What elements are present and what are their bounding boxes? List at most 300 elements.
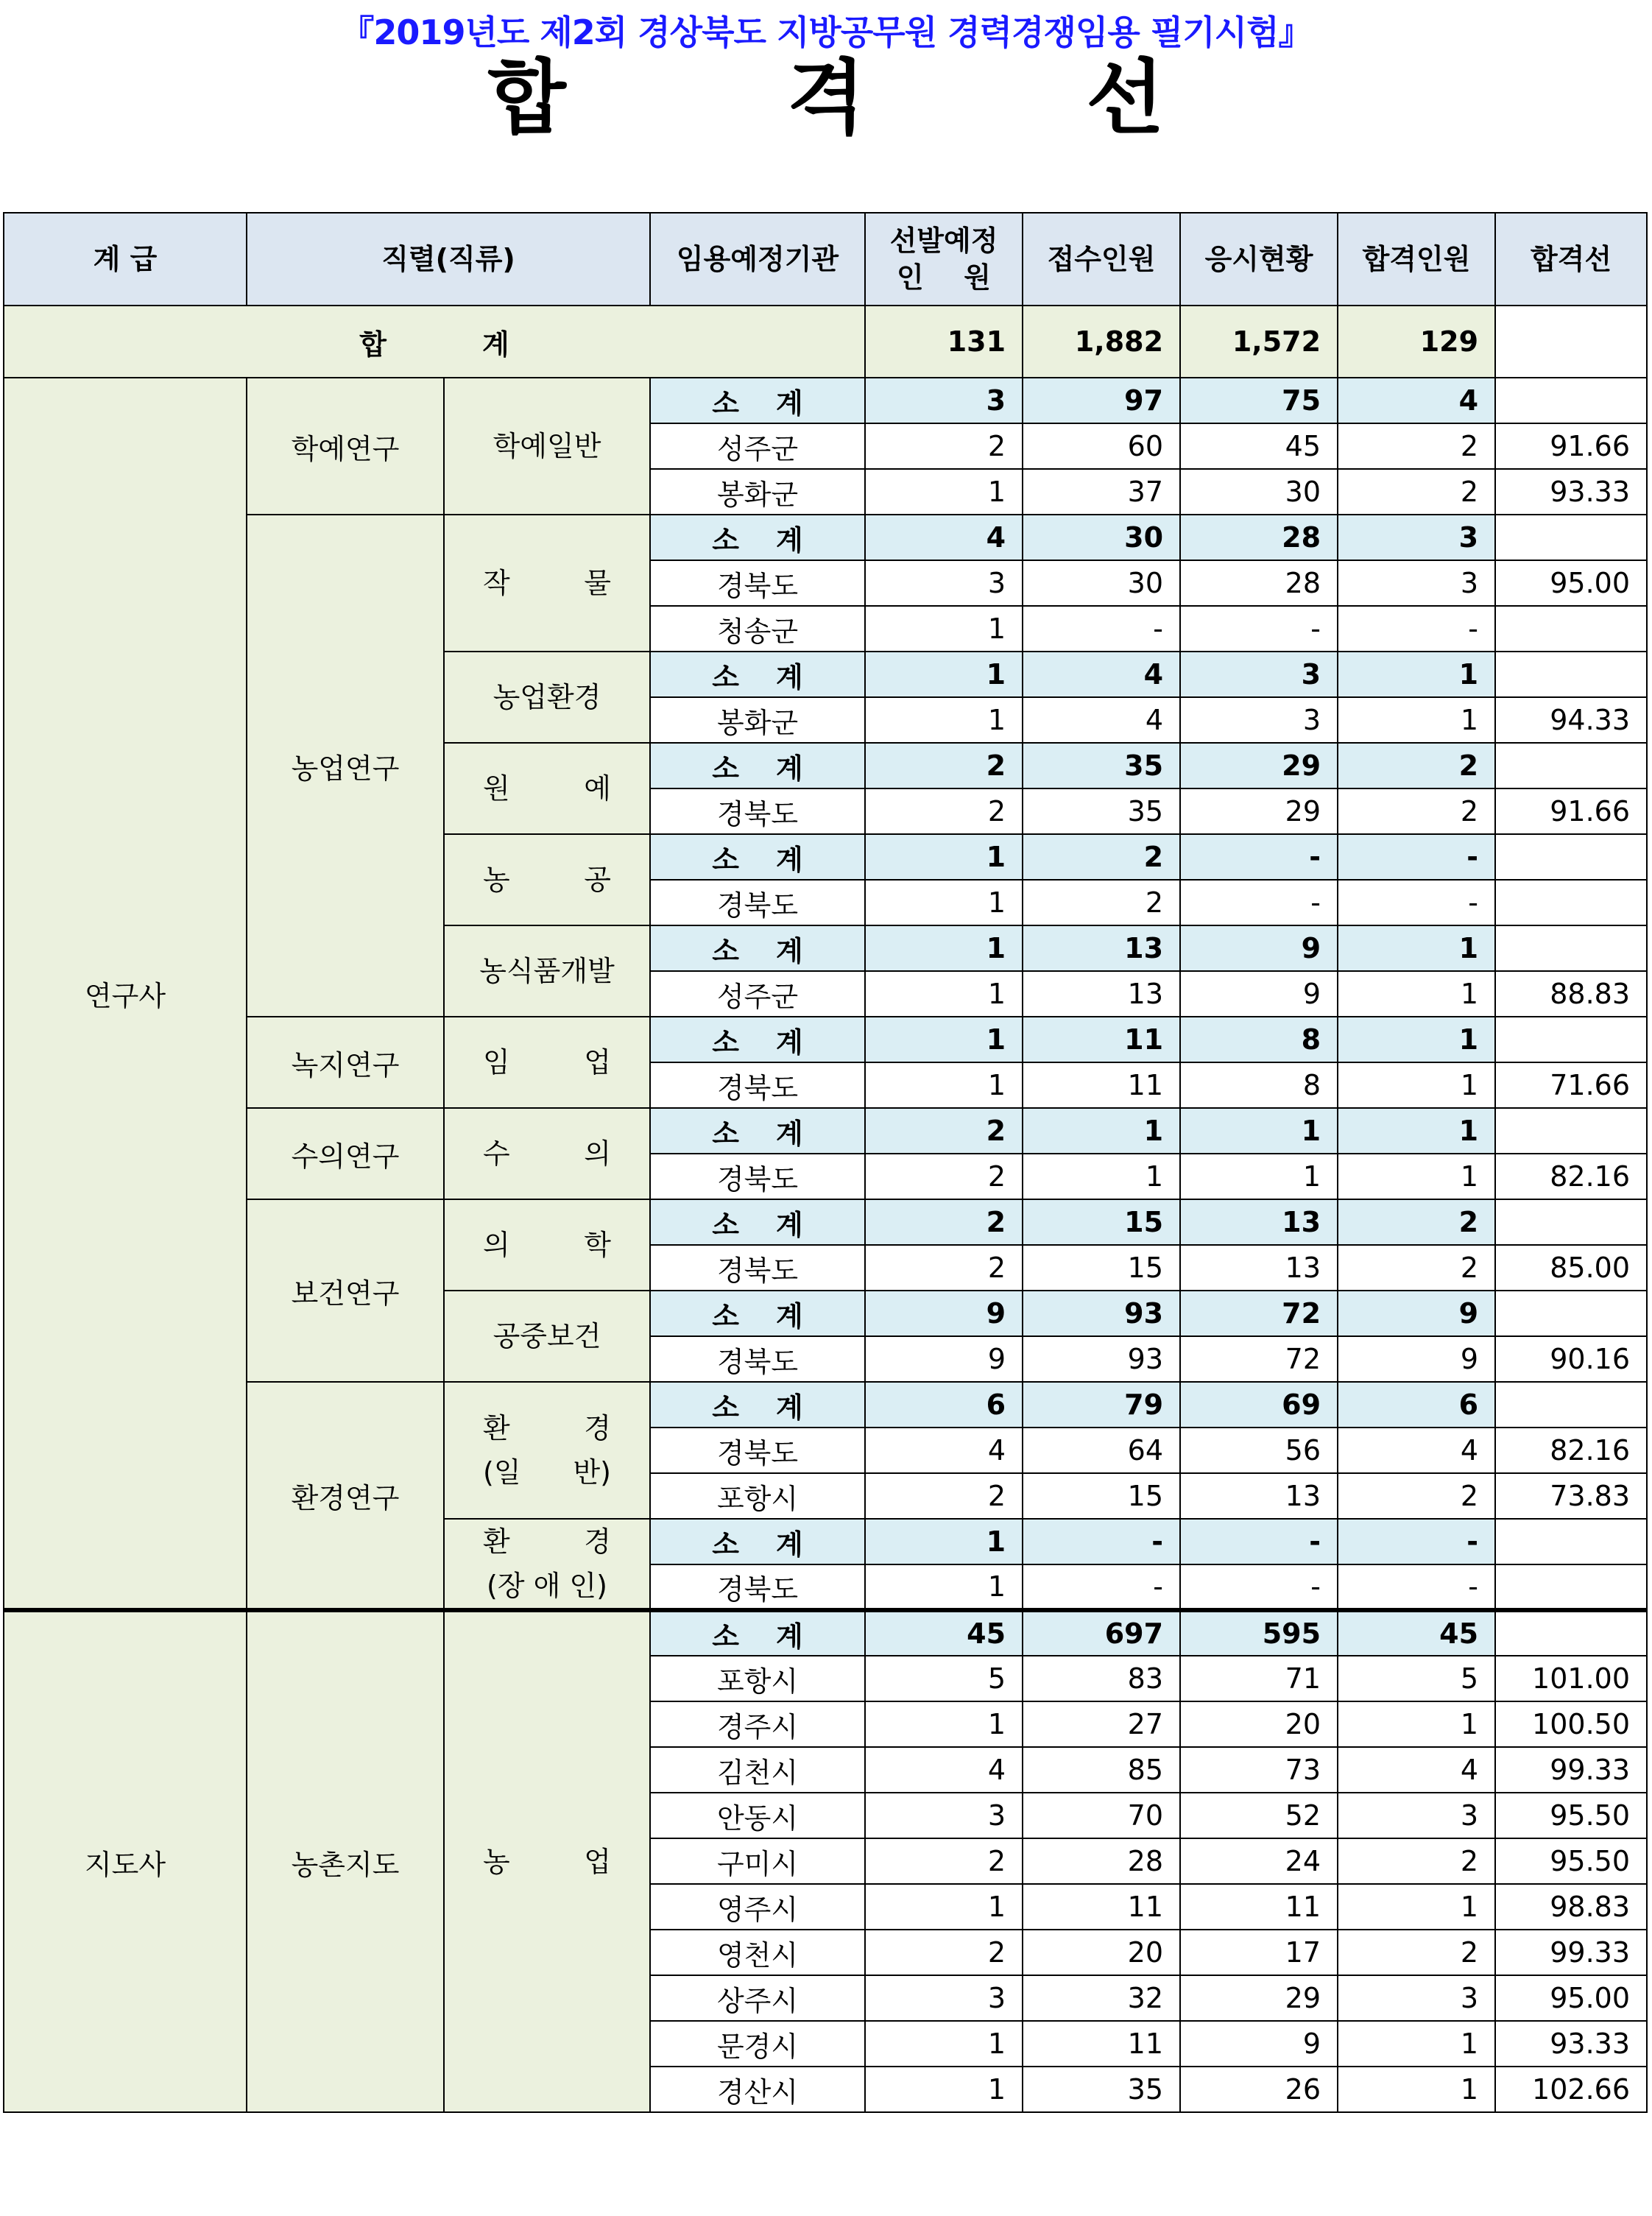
applied-cell: 83 bbox=[1023, 1656, 1180, 1701]
subtotal-label-a: 소 bbox=[712, 1391, 740, 1424]
series-label bbox=[453, 1223, 640, 1267]
series-line-1 bbox=[453, 1406, 640, 1450]
attended-cell: 11 bbox=[1180, 1884, 1338, 1930]
series-label-char-2: 의 bbox=[584, 1137, 612, 1170]
subtotal-label bbox=[650, 1199, 865, 1245]
applied-cell: 64 bbox=[1023, 1428, 1180, 1473]
header-plan-line2 bbox=[875, 259, 1013, 296]
plan-cell: 1 bbox=[865, 925, 1023, 971]
plan-cell: 2 bbox=[865, 1473, 1023, 1519]
passed-cell: 9 bbox=[1338, 1291, 1495, 1336]
passed-cell: 2 bbox=[1338, 788, 1495, 834]
agency-cell: 경북도 bbox=[650, 788, 865, 834]
page-subtitle: 『2019년도 제2회 경상북도 지방공무원 경력경쟁임용 필기시험』 bbox=[340, 13, 1312, 52]
passed-cell: 2 bbox=[1338, 423, 1495, 469]
cutoff-cell: 73.83 bbox=[1495, 1473, 1647, 1519]
group-cell: 농촌지도 bbox=[247, 1610, 444, 2112]
attended-cell: 3 bbox=[1180, 652, 1338, 697]
passed-cell: 2 bbox=[1338, 1245, 1495, 1291]
attended-cell: 13 bbox=[1180, 1245, 1338, 1291]
cutoff-cell: 88.83 bbox=[1495, 971, 1647, 1017]
subtotal-row bbox=[4, 1108, 1647, 1154]
attended-cell: 73 bbox=[1180, 1747, 1338, 1793]
passed-cell: 4 bbox=[1338, 378, 1495, 423]
plan-cell: 1 bbox=[865, 834, 1023, 880]
series-line-2-char-1: (일 bbox=[483, 1456, 521, 1489]
plan-cell: 4 bbox=[865, 1747, 1023, 1793]
attended-cell: 1 bbox=[1180, 1108, 1338, 1154]
cutoff-cell bbox=[1495, 1564, 1647, 1610]
passed-cell: - bbox=[1338, 1519, 1495, 1564]
attended-cell: 29 bbox=[1180, 788, 1338, 834]
passed-cell: 1 bbox=[1338, 652, 1495, 697]
attended-cell: 9 bbox=[1180, 971, 1338, 1017]
agency-cell: 성주군 bbox=[650, 423, 865, 469]
header-applied: 접수인원 bbox=[1023, 213, 1180, 306]
page-title bbox=[0, 50, 1652, 146]
attended-cell: 8 bbox=[1180, 1062, 1338, 1108]
applied-cell: 37 bbox=[1023, 469, 1180, 515]
header-passed: 합격인원 bbox=[1338, 213, 1495, 306]
cutoff-cell bbox=[1495, 834, 1647, 880]
cutoff-cell bbox=[1495, 606, 1647, 652]
plan-cell: 3 bbox=[865, 1793, 1023, 1838]
grand-total-label-a: 합 bbox=[359, 328, 386, 361]
series-label bbox=[453, 561, 640, 605]
subtotal-label-a: 소 bbox=[712, 934, 740, 967]
passed-cell: 1 bbox=[1338, 697, 1495, 743]
subtotal-label-a: 소 bbox=[712, 1026, 740, 1059]
passed-cell: 4 bbox=[1338, 1428, 1495, 1473]
agency-cell: 경주시 bbox=[650, 1701, 865, 1747]
cutoff-cell: 99.33 bbox=[1495, 1930, 1647, 1975]
plan-cell: 1 bbox=[865, 1062, 1023, 1108]
agency-cell: 봉화군 bbox=[650, 697, 865, 743]
cutoff-cell bbox=[1495, 1017, 1647, 1062]
plan-cell: 4 bbox=[865, 515, 1023, 560]
passed-cell: 3 bbox=[1338, 1975, 1495, 2021]
applied-cell: 11 bbox=[1023, 1884, 1180, 1930]
grade-cell: 지도사 bbox=[4, 1610, 247, 2112]
agency-cell: 경북도 bbox=[650, 1336, 865, 1382]
passed-cell: 2 bbox=[1338, 1473, 1495, 1519]
attended-cell: - bbox=[1180, 606, 1338, 652]
subtotal-label-b: 계 bbox=[776, 523, 803, 557]
passed-cell: - bbox=[1338, 880, 1495, 925]
attended-cell: - bbox=[1180, 834, 1338, 880]
passed-cell: 2 bbox=[1338, 469, 1495, 515]
applied-cell: - bbox=[1023, 606, 1180, 652]
subtotal-label bbox=[650, 743, 865, 788]
cutoff-cell bbox=[1495, 1519, 1647, 1564]
passed-cell: 1 bbox=[1338, 1154, 1495, 1199]
passed-cell: - bbox=[1338, 606, 1495, 652]
subtotal-label-a: 소 bbox=[712, 1528, 740, 1561]
applied-cell: 11 bbox=[1023, 2021, 1180, 2067]
attended-cell: 3 bbox=[1180, 697, 1338, 743]
attended-cell: 17 bbox=[1180, 1930, 1338, 1975]
passed-cell: - bbox=[1338, 834, 1495, 880]
grand-total-row bbox=[4, 306, 1647, 378]
applied-cell: 30 bbox=[1023, 560, 1180, 606]
subtotal-label-a: 소 bbox=[712, 523, 740, 557]
passed-cell: 45 bbox=[1338, 1610, 1495, 1656]
series-line-2: (장 애 인) bbox=[487, 1570, 607, 1602]
cutoff-cell bbox=[1495, 1108, 1647, 1154]
cutoff-cell: 90.16 bbox=[1495, 1336, 1647, 1382]
attended-cell: 75 bbox=[1180, 378, 1338, 423]
subtotal-label-b: 계 bbox=[776, 1299, 803, 1333]
subtotal-label bbox=[650, 1017, 865, 1062]
applied-cell: - bbox=[1023, 1564, 1180, 1610]
applied-cell: 11 bbox=[1023, 1017, 1180, 1062]
agency-cell: 문경시 bbox=[650, 2021, 865, 2067]
cutoff-cell: 82.16 bbox=[1495, 1428, 1647, 1473]
agency-cell: 경산시 bbox=[650, 2067, 865, 2112]
plan-cell: 1 bbox=[865, 652, 1023, 697]
agency-cell: 포항시 bbox=[650, 1656, 865, 1701]
plan-cell: 3 bbox=[865, 560, 1023, 606]
series-label-char-2: 업 bbox=[584, 1846, 612, 1878]
cutoff-cell bbox=[1495, 880, 1647, 925]
plan-cell: 1 bbox=[865, 1884, 1023, 1930]
applied-cell: 15 bbox=[1023, 1245, 1180, 1291]
passed-cell: 6 bbox=[1338, 1382, 1495, 1428]
cutoff-cell bbox=[1495, 743, 1647, 788]
plan-cell: 1 bbox=[865, 2021, 1023, 2067]
passed-cell: 2 bbox=[1338, 743, 1495, 788]
attended-cell: 595 bbox=[1180, 1610, 1338, 1656]
subtotal-label-a: 소 bbox=[712, 1208, 740, 1241]
subtotal-label-b: 계 bbox=[776, 752, 803, 785]
title-char-1: 합 bbox=[487, 51, 566, 145]
series-cell bbox=[444, 925, 650, 1017]
series-cell bbox=[444, 515, 650, 652]
attended-cell: 28 bbox=[1180, 515, 1338, 560]
plan-cell: 6 bbox=[865, 1382, 1023, 1428]
plan-cell: 9 bbox=[865, 1336, 1023, 1382]
series-cell bbox=[444, 1382, 650, 1519]
cutoff-cell bbox=[1495, 652, 1647, 697]
attended-cell: - bbox=[1180, 880, 1338, 925]
subtotal-row bbox=[4, 1610, 1647, 1656]
group-cell: 농업연구 bbox=[247, 515, 444, 1017]
subtotal-label-b: 계 bbox=[776, 660, 803, 694]
header-series: 직렬(직류) bbox=[247, 213, 650, 306]
passed-cell: 1 bbox=[1338, 925, 1495, 971]
passed-cell: 5 bbox=[1338, 1656, 1495, 1701]
series-cell bbox=[444, 834, 650, 925]
agency-cell: 경북도 bbox=[650, 1154, 865, 1199]
cutoff-cell: 95.00 bbox=[1495, 1975, 1647, 2021]
subtotal-label-a: 소 bbox=[712, 1117, 740, 1150]
series-label-char-1: 작 bbox=[483, 567, 510, 599]
cutoff-cell: 100.50 bbox=[1495, 1701, 1647, 1747]
header-plan-line1: 선발예정 bbox=[889, 225, 998, 257]
applied-cell: 4 bbox=[1023, 652, 1180, 697]
applied-cell: 93 bbox=[1023, 1291, 1180, 1336]
series-label: 농식품개발 bbox=[479, 955, 615, 987]
attended-cell: 28 bbox=[1180, 560, 1338, 606]
grand-total-applied: 1,882 bbox=[1023, 306, 1180, 378]
series-label bbox=[453, 1040, 640, 1084]
cutoff-cell: 95.50 bbox=[1495, 1793, 1647, 1838]
group-cell: 수의연구 bbox=[247, 1108, 444, 1199]
subtotal-label-b: 계 bbox=[776, 1528, 803, 1561]
cutoff-cell bbox=[1495, 378, 1647, 423]
subtotal-label-b: 계 bbox=[776, 1391, 803, 1424]
header-attended: 응시현황 bbox=[1180, 213, 1338, 306]
cutoff-cell: 93.33 bbox=[1495, 469, 1647, 515]
applied-cell: 20 bbox=[1023, 1930, 1180, 1975]
series-line-1-char-1: 환 bbox=[483, 1525, 510, 1558]
series-label-char-1: 수 bbox=[483, 1137, 510, 1170]
applied-cell: 60 bbox=[1023, 423, 1180, 469]
plan-cell: 5 bbox=[865, 1656, 1023, 1701]
agency-cell: 경북도 bbox=[650, 1245, 865, 1291]
cutoff-cell: 91.66 bbox=[1495, 788, 1647, 834]
applied-cell: 1 bbox=[1023, 1154, 1180, 1199]
plan-cell: 2 bbox=[865, 1245, 1023, 1291]
passed-cell: 1 bbox=[1338, 1701, 1495, 1747]
plan-cell: 3 bbox=[865, 378, 1023, 423]
attended-cell: - bbox=[1180, 1519, 1338, 1564]
cutoff-table bbox=[3, 212, 1648, 2113]
series-label bbox=[453, 858, 640, 902]
applied-cell: 35 bbox=[1023, 2067, 1180, 2112]
subtotal-row bbox=[4, 378, 1647, 423]
cutoff-cell bbox=[1495, 1199, 1647, 1245]
cutoff-cell: 101.00 bbox=[1495, 1656, 1647, 1701]
series-line-1-char-1: 환 bbox=[483, 1412, 510, 1444]
cutoff-cell: 93.33 bbox=[1495, 2021, 1647, 2067]
plan-cell: 2 bbox=[865, 423, 1023, 469]
applied-cell: 85 bbox=[1023, 1747, 1180, 1793]
subtotal-label bbox=[650, 1610, 865, 1656]
passed-cell: 9 bbox=[1338, 1336, 1495, 1382]
attended-cell: 29 bbox=[1180, 743, 1338, 788]
series-label bbox=[453, 1840, 640, 1884]
applied-cell: 15 bbox=[1023, 1473, 1180, 1519]
subtotal-label bbox=[650, 652, 865, 697]
passed-cell: 3 bbox=[1338, 560, 1495, 606]
group-cell: 녹지연구 bbox=[247, 1017, 444, 1108]
cutoff-cell: 91.66 bbox=[1495, 423, 1647, 469]
cutoff-cell bbox=[1495, 1291, 1647, 1336]
header-plan-char-2: 원 bbox=[964, 261, 992, 294]
passed-cell: 1 bbox=[1338, 1017, 1495, 1062]
passed-cell: 1 bbox=[1338, 1884, 1495, 1930]
series-label-char-2: 예 bbox=[584, 772, 612, 805]
subtotal-label bbox=[650, 378, 865, 423]
subtotal-label bbox=[650, 515, 865, 560]
subtotal-label-b: 계 bbox=[776, 1208, 803, 1241]
agency-cell: 영주시 bbox=[650, 1884, 865, 1930]
passed-cell: 4 bbox=[1338, 1747, 1495, 1793]
series-label bbox=[453, 766, 640, 811]
agency-cell: 구미시 bbox=[650, 1838, 865, 1884]
attended-cell: - bbox=[1180, 1564, 1338, 1610]
plan-cell: 1 bbox=[865, 1701, 1023, 1747]
attended-cell: 72 bbox=[1180, 1336, 1338, 1382]
agency-cell: 포항시 bbox=[650, 1473, 865, 1519]
attended-cell: 13 bbox=[1180, 1473, 1338, 1519]
attended-cell: 71 bbox=[1180, 1656, 1338, 1701]
passed-cell: 1 bbox=[1338, 1108, 1495, 1154]
header-grade: 계 급 bbox=[4, 213, 247, 306]
cutoff-cell: 82.16 bbox=[1495, 1154, 1647, 1199]
subtotal-label-b: 계 bbox=[776, 1620, 803, 1653]
applied-cell: 13 bbox=[1023, 971, 1180, 1017]
applied-cell: 11 bbox=[1023, 1062, 1180, 1108]
series-line-1-char-2: 경 bbox=[584, 1525, 612, 1558]
passed-cell: 1 bbox=[1338, 2021, 1495, 2067]
cutoff-cell: 94.33 bbox=[1495, 697, 1647, 743]
plan-cell: 2 bbox=[865, 743, 1023, 788]
cutoff-cell: 71.66 bbox=[1495, 1062, 1647, 1108]
header-agency: 임용예정기관 bbox=[650, 213, 865, 306]
subtotal-label-a: 소 bbox=[712, 660, 740, 694]
passed-cell: 1 bbox=[1338, 1062, 1495, 1108]
cutoff-cell: 95.50 bbox=[1495, 1838, 1647, 1884]
series-line-2-char-2: 반) bbox=[573, 1456, 612, 1489]
series-label-char-2: 물 bbox=[584, 567, 612, 599]
header-row bbox=[4, 213, 1647, 306]
series-label-char-1: 원 bbox=[483, 772, 510, 805]
series-cell bbox=[444, 1291, 650, 1382]
plan-cell: 1 bbox=[865, 697, 1023, 743]
plan-cell: 2 bbox=[865, 1154, 1023, 1199]
agency-cell: 봉화군 bbox=[650, 469, 865, 515]
cutoff-cell: 102.66 bbox=[1495, 2067, 1647, 2112]
applied-cell: 28 bbox=[1023, 1838, 1180, 1884]
cutoff-cell: 95.00 bbox=[1495, 560, 1647, 606]
applied-cell: 32 bbox=[1023, 1975, 1180, 2021]
attended-cell: 29 bbox=[1180, 1975, 1338, 2021]
group-cell: 보건연구 bbox=[247, 1199, 444, 1382]
plan-cell: 45 bbox=[865, 1610, 1023, 1656]
subtotal-label-a: 소 bbox=[712, 387, 740, 420]
applied-cell: - bbox=[1023, 1519, 1180, 1564]
plan-cell: 2 bbox=[865, 1838, 1023, 1884]
grand-total-plan: 131 bbox=[865, 306, 1023, 378]
subtotal-label bbox=[650, 834, 865, 880]
agency-cell: 청송군 bbox=[650, 606, 865, 652]
applied-cell: 93 bbox=[1023, 1336, 1180, 1382]
header-plan bbox=[865, 213, 1023, 306]
attended-cell: 24 bbox=[1180, 1838, 1338, 1884]
grand-total-attended: 1,572 bbox=[1180, 306, 1338, 378]
plan-cell: 4 bbox=[865, 1428, 1023, 1473]
plan-cell: 2 bbox=[865, 788, 1023, 834]
passed-cell: 2 bbox=[1338, 1838, 1495, 1884]
series-line-1-char-2: 경 bbox=[584, 1412, 612, 1444]
attended-cell: 56 bbox=[1180, 1428, 1338, 1473]
applied-cell: 35 bbox=[1023, 788, 1180, 834]
agency-cell: 경북도 bbox=[650, 880, 865, 925]
attended-cell: 20 bbox=[1180, 1701, 1338, 1747]
subtotal-label bbox=[650, 1108, 865, 1154]
attended-cell: 1 bbox=[1180, 1154, 1338, 1199]
subtotal-label bbox=[650, 1519, 865, 1564]
cutoff-cell bbox=[1495, 925, 1647, 971]
header-cutoff: 합격선 bbox=[1495, 213, 1647, 306]
series-cell bbox=[444, 378, 650, 515]
series-label: 공중보건 bbox=[493, 1320, 601, 1352]
plan-cell: 1 bbox=[865, 1564, 1023, 1610]
agency-cell: 성주군 bbox=[650, 971, 865, 1017]
subtotal-label bbox=[650, 1382, 865, 1428]
series-line-2 bbox=[453, 1450, 640, 1495]
agency-cell: 안동시 bbox=[650, 1793, 865, 1838]
subtotal-label-b: 계 bbox=[776, 843, 803, 876]
subtotal-row bbox=[4, 1017, 1647, 1062]
series-cell bbox=[444, 1519, 650, 1610]
agency-cell: 김천시 bbox=[650, 1747, 865, 1793]
series-cell bbox=[444, 652, 650, 743]
plan-cell: 1 bbox=[865, 880, 1023, 925]
agency-cell: 영천시 bbox=[650, 1930, 865, 1975]
series-cell bbox=[444, 743, 650, 834]
grand-total-passed: 129 bbox=[1338, 306, 1495, 378]
plan-cell: 2 bbox=[865, 1199, 1023, 1245]
passed-cell: 2 bbox=[1338, 1199, 1495, 1245]
attended-cell: 72 bbox=[1180, 1291, 1338, 1336]
grand-total-label bbox=[4, 306, 865, 378]
series-label: 농업환경 bbox=[493, 681, 601, 713]
cutoff-cell bbox=[1495, 1382, 1647, 1428]
series-label: 학예일반 bbox=[493, 430, 601, 462]
applied-cell: 2 bbox=[1023, 880, 1180, 925]
series-cell bbox=[444, 1108, 650, 1199]
cutoff-cell: 85.00 bbox=[1495, 1245, 1647, 1291]
applied-cell: 13 bbox=[1023, 925, 1180, 971]
subtotal-label-a: 소 bbox=[712, 1299, 740, 1333]
agency-cell: 경북도 bbox=[650, 560, 865, 606]
attended-cell: 30 bbox=[1180, 469, 1338, 515]
series-label-char-2: 공 bbox=[584, 864, 612, 896]
group-cell: 학예연구 bbox=[247, 378, 444, 515]
title-char-3: 선 bbox=[1086, 51, 1165, 145]
plan-cell: 2 bbox=[865, 1108, 1023, 1154]
attended-cell: 8 bbox=[1180, 1017, 1338, 1062]
passed-cell: 3 bbox=[1338, 1793, 1495, 1838]
series-cell bbox=[444, 1610, 650, 2112]
subtotal-label bbox=[650, 1291, 865, 1336]
grade-cell: 연구사 bbox=[4, 378, 247, 1610]
plan-cell: 1 bbox=[865, 971, 1023, 1017]
applied-cell: 27 bbox=[1023, 1701, 1180, 1747]
agency-cell: 경북도 bbox=[650, 1062, 865, 1108]
header-plan-char-1: 인 bbox=[897, 261, 924, 294]
attended-cell: 9 bbox=[1180, 2021, 1338, 2067]
plan-cell: 1 bbox=[865, 2067, 1023, 2112]
series-label-char-1: 농 bbox=[483, 864, 510, 896]
applied-cell: 4 bbox=[1023, 697, 1180, 743]
agency-cell: 상주시 bbox=[650, 1975, 865, 2021]
applied-cell: 697 bbox=[1023, 1610, 1180, 1656]
plan-cell: 1 bbox=[865, 1017, 1023, 1062]
passed-cell: 1 bbox=[1338, 2067, 1495, 2112]
applied-cell: 30 bbox=[1023, 515, 1180, 560]
plan-cell: 1 bbox=[865, 606, 1023, 652]
agency-cell: 경북도 bbox=[650, 1564, 865, 1610]
attended-cell: 26 bbox=[1180, 2067, 1338, 2112]
applied-cell: 97 bbox=[1023, 378, 1180, 423]
passed-cell: 3 bbox=[1338, 515, 1495, 560]
subtotal-label-b: 계 bbox=[776, 934, 803, 967]
grand-total-cutoff bbox=[1495, 306, 1647, 378]
